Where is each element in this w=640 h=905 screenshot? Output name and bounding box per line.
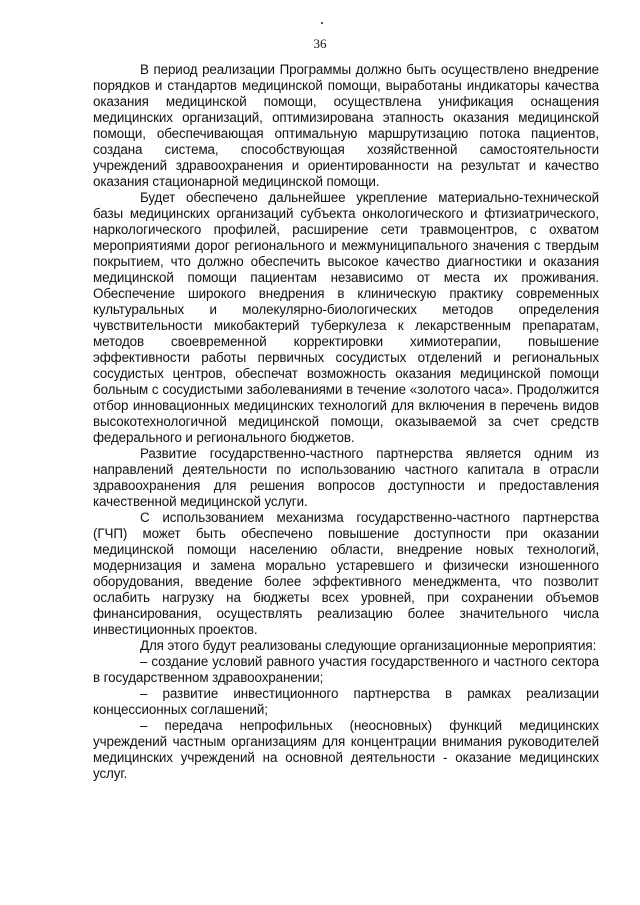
paragraph-ppp-development: Развитие государственно-частного партнерства является одним из направлений деятельности по использованию частного капитала в отрасли здравоохранения для решения вопросов доступности и предоставления качественной медицинской услуги. [93,446,599,509]
scan-speck [321,22,323,24]
list-item-outsourcing: – передача непрофильных (неосновных) функций медицинских учреждений частным организациям для концентрации внимания руководителей медицинских учреждений на основной деятельности - оказание медицинских услуг. [93,718,599,781]
list-item-investment-partnership: – развитие инвестиционного партнерства в рамках реализации концессионных соглашений; [93,686,599,717]
paragraph-infrastructure: Будет обеспечено дальнейшее укрепление материально-технической базы медицинских организаций субъекта онкологического и фтизиатрического, наркологического профилей, расширение сети травмоцентров, с охватом мероприятиями дорог регионального и межмуниципального значения с твердым покрытием, что должно обеспечить высокое качество диагностики и оказания медицинской помощи пациентам независимо от места их проживания. Обеспечение широкого внедрения в клиническую практику современных культуральных и молекулярно-биологических методов определения чувствительности микобактерий туберкулеза к лекарственным препаратам, методов своевременной корректировки химиотерапии, повышение эффективности работы первичных сосудистых отделений и региональных сосудистых центров, обеспечат возможность оказания медицинской помощи больным с сосудистыми заболеваниями в течение «золотого часа». Продолжится отбор инновационных медицинских технологий для включения в перечень видов высокотехнологичной медицинской помощи, оказываемой за счет средств федерального и регионального бюджетов. [93,190,599,445]
list-item-equal-participation: – создание условий равного участия государственного и частного сектора в государственном здравоохранении; [93,654,599,685]
paragraph-ppp-mechanism: С использованием механизма государственно-частного партнерства (ГЧП) может быть обеспечено повышение доступности при оказании медицинской помощи населению области, внедрение новых технологий, модернизация и замена морально устаревшего и физически изношенного оборудования, введение более эффективного менеджмента, что позволит ослабить нагрузку на бюджеты всех уровней, при сохранении объемов финансирования, осуществлять реализацию более значительного числа инвестиционных проектов. [93,510,599,637]
body-text [93,62,599,782]
page-number: 36 [313,36,327,51]
paragraph-measures-intro: Для этого будут реализованы следующие организационные мероприятия: [140,638,597,653]
paragraph-implementation: В период реализации Программы должно быть осуществлено внедрение порядков и стандартов медицинской помощи, выработаны индикаторы качества оказания медицинской помощи, осуществлена унификация оснащения медицинских организаций, оптимизирована этапность оказания медицинской помощи, обеспечивающая оптимальную маршрутизацию потока пациентов, создана система, способствующая хозяйственной самостоятельности учреждений здравоохранения и ориентированности на результат и качество оказания стационарной медицинской помощи. [93,62,599,189]
